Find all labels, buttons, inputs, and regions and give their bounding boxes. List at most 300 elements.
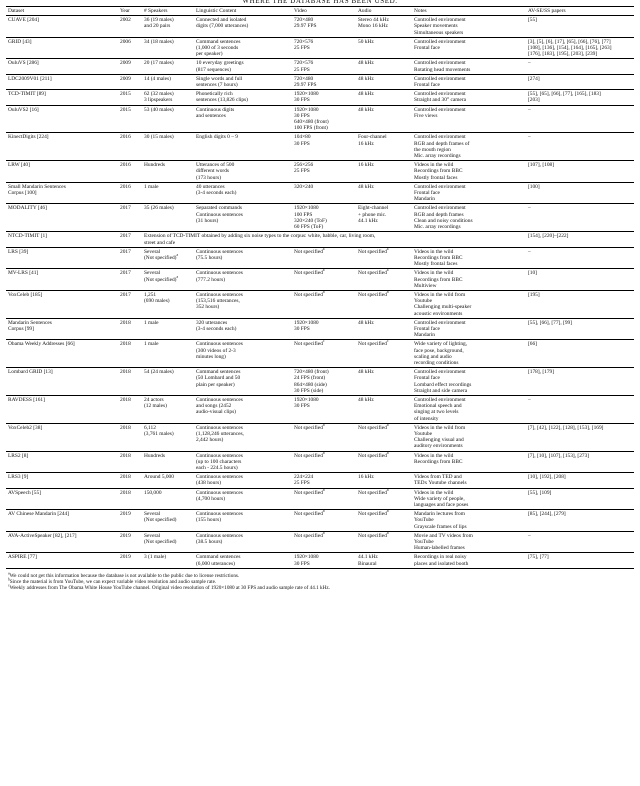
table-row	[6, 473, 634, 488]
cell-line: languages and face poses	[414, 502, 469, 509]
notes-cell	[412, 451, 526, 473]
papers-cell	[526, 16, 634, 38]
cell-line: Single words and full	[196, 75, 243, 82]
cell-line: Lombard effect recordings	[414, 381, 472, 388]
cell-line: 60 FPS (ToF)	[294, 224, 324, 231]
audio-cell	[356, 423, 412, 451]
cell-line: 2017	[120, 270, 131, 277]
year-cell	[118, 74, 142, 89]
cell-line: Controlled environment	[414, 183, 466, 190]
cell-line: [154], [220]–[222]	[528, 233, 569, 240]
audio-cell	[356, 133, 412, 161]
dataset-cell	[6, 204, 118, 232]
cell-line: (153,516 utterances,	[196, 298, 240, 305]
cell-line: 1920×1080	[294, 319, 319, 326]
cell-line: 2015	[120, 91, 131, 98]
audio-cell	[356, 451, 412, 473]
cell-line: Straight and 30° camera	[414, 97, 467, 104]
cell-line: (3,761 males)	[144, 430, 174, 437]
notes-cell	[412, 105, 526, 133]
papers-cell	[526, 531, 634, 553]
footnote-mark: b	[386, 422, 389, 427]
cell-line: per speaker)	[196, 51, 223, 58]
cell-line: Controlled environment	[414, 396, 466, 403]
notes-cell	[412, 247, 526, 269]
cell-line: [203]	[528, 97, 540, 104]
cell-line: and sentences	[196, 112, 226, 119]
video-cell	[292, 318, 356, 340]
cell-line: LRS3 [9]	[8, 474, 29, 481]
video-cell	[292, 16, 356, 38]
notes-cell	[412, 204, 526, 232]
cell-line: Controlled environment	[414, 38, 466, 45]
cell-line: Small Mandarin Sentences	[8, 183, 66, 190]
cell-line: 16 kHz	[358, 140, 374, 147]
content-cell	[194, 74, 292, 89]
cell-line: Continuous sentences	[196, 270, 243, 277]
cell-line: 2016	[120, 134, 131, 141]
header-notes: Notes	[412, 7, 526, 16]
cell-line: RAVDESS [161]	[8, 396, 45, 403]
dataset-cell	[6, 553, 118, 568]
cell-line: Around 5,000	[144, 474, 174, 481]
audio-cell	[356, 488, 412, 510]
cell-line: of intensity	[414, 415, 439, 422]
cell-line: 640×480 (front)	[294, 119, 329, 126]
speakers-cell	[142, 105, 194, 133]
cell-line: Extension of TCD-TIMIT obtained by adding six noise types to the corpus: white, babble, car, living room,	[144, 233, 376, 240]
cell-line: Not specified	[294, 424, 323, 431]
cell-line: (300 videos of 2-3	[196, 347, 236, 354]
cell-line: 2017	[120, 291, 131, 298]
cell-line: 1920×1080	[294, 554, 319, 561]
dataset-cell	[6, 368, 118, 396]
dataset-cell	[6, 510, 118, 532]
cell-line: Lombard GRID [13]	[8, 369, 53, 376]
dataset-cell	[6, 74, 118, 89]
year-cell	[118, 510, 142, 532]
cell-line: Not specified	[358, 248, 387, 255]
cell-line: Videos in the wild	[414, 162, 454, 169]
dataset-cell	[6, 182, 118, 204]
cell-line: 1 male	[144, 341, 159, 348]
cell-line: Not specified	[294, 489, 323, 496]
table-row	[6, 269, 634, 291]
cell-line: Challenging multi-speaker	[414, 304, 472, 311]
table-row	[6, 90, 634, 105]
video-cell	[292, 340, 356, 368]
cell-line: Not specified	[294, 291, 323, 298]
cell-line: OuluVS2 [16]	[8, 106, 39, 113]
cell-line: (6,000 utterances)	[196, 560, 235, 567]
audio-cell	[356, 531, 412, 553]
content-cell	[194, 531, 292, 553]
speakers-cell	[142, 133, 194, 161]
cell-line: Separated commands	[196, 205, 242, 212]
cell-line: (1,128,246 utterances,	[196, 430, 244, 437]
cell-line: places and isolated booth	[414, 560, 469, 567]
cell-line: 224×224	[294, 474, 314, 481]
table-row	[6, 488, 634, 510]
cell-line: 100 FPS	[294, 211, 313, 218]
video-cell	[292, 105, 356, 133]
video-cell	[292, 531, 356, 553]
footnote-mark: a	[176, 274, 179, 279]
cell-line: AVSpeech [55]	[8, 489, 41, 496]
cell-line: 54 (24 males)	[144, 369, 174, 376]
cell-line: Mono 16 kHz	[358, 23, 388, 30]
cell-line: Mostly frontal faces	[414, 261, 458, 268]
cell-line: 25 FPS	[294, 45, 310, 52]
content-cell	[194, 16, 292, 38]
papers-cell	[526, 368, 634, 396]
speakers-cell	[142, 59, 194, 74]
video-cell	[292, 368, 356, 396]
cell-line: 48 kHz	[358, 183, 374, 190]
notes-cell	[412, 290, 526, 318]
cell-line: [55], [65], [66], [77], [165], [183]	[528, 91, 601, 98]
footnote-mark: b	[322, 290, 325, 295]
audio-cell	[356, 74, 412, 89]
cell-line: YouTube	[414, 517, 434, 524]
cell-line: Challenging visual and	[414, 437, 464, 444]
cell-line: Rotating head movements	[414, 66, 471, 73]
cell-line: ASPIRE [77]	[8, 554, 37, 561]
cell-line: (1,000 of 3 seconds	[196, 45, 239, 52]
cell-line: 2018	[120, 452, 131, 459]
cell-line: Grayscale frames of lips	[414, 523, 467, 530]
audio-cell	[356, 161, 412, 183]
dataset-cell	[6, 90, 118, 105]
cell-line: 1920×1080	[294, 91, 319, 98]
speakers-cell	[142, 488, 194, 510]
cell-line: Controlled environment	[414, 106, 466, 113]
cell-line: 2017	[120, 248, 131, 255]
speakers-cell	[142, 161, 194, 183]
cell-line: Corpus [99]	[8, 325, 34, 332]
cell-line: 3 lipspeakers	[144, 97, 173, 104]
cell-line: Youtube	[414, 298, 433, 305]
audio-cell	[356, 105, 412, 133]
cell-line: Mandarin	[414, 332, 435, 339]
cell-line: 2,442 hours)	[196, 437, 224, 444]
papers-cell	[526, 488, 634, 510]
cell-line: (3-4 seconds each)	[196, 190, 237, 197]
cell-line: digits (7,000 utterances)	[196, 23, 249, 30]
papers-cell	[526, 318, 634, 340]
cell-line: 48 kHz	[358, 319, 374, 326]
cell-line: 2017	[120, 233, 131, 240]
cell-line: Videos in the wild	[414, 270, 454, 277]
cell-line: Clean and noisy conditions	[414, 217, 473, 224]
cell-line: (4,700 hours)	[196, 495, 226, 502]
notes-cell	[412, 510, 526, 532]
cell-line: Continuous sentences	[196, 341, 243, 348]
cell-line: (438 hours)	[196, 480, 222, 487]
cell-line: LRS [39]	[8, 248, 29, 255]
cell-line: Binaural	[358, 560, 377, 567]
cell-line: (31 hours)	[196, 217, 219, 224]
notes-cell	[412, 553, 526, 568]
cell-line: 30 FPS	[294, 560, 310, 567]
cell-line: 320×240 (ToF)	[294, 217, 327, 224]
table-row	[6, 247, 634, 269]
content-cell	[194, 133, 292, 161]
cell-line: TEDx Youtube channels	[414, 480, 467, 487]
cell-line: each - 224.5 hours)	[196, 465, 238, 471]
video-cell	[292, 488, 356, 510]
table-row	[6, 204, 634, 232]
cell-line: CUAVE [204]	[8, 17, 39, 24]
cell-line: (12 males)	[144, 403, 167, 410]
cell-line: 320×240	[294, 183, 314, 190]
header-linguistic-content: Linguistic Content	[194, 7, 292, 16]
cell-line: Hundreds	[144, 162, 165, 169]
content-cell	[194, 290, 292, 318]
papers-cell	[526, 395, 634, 423]
footnote-mark: c	[8, 583, 10, 588]
cell-line: [7], [42], [122], [128], [153], [169]	[528, 424, 604, 431]
notes-cell	[412, 161, 526, 183]
cell-line: [55], [66], [77], [99]	[528, 319, 573, 326]
cell-line: [178], [179]	[528, 369, 555, 376]
notes-cell	[412, 133, 526, 161]
speakers-cell	[142, 37, 194, 59]
year-cell	[118, 105, 142, 133]
cell-line: 29.97 FPS	[294, 23, 317, 30]
content-cell	[194, 247, 292, 269]
audio-cell	[356, 269, 412, 291]
video-cell	[292, 269, 356, 291]
cell-line: 720×480	[294, 75, 314, 82]
speakers-cell	[142, 451, 194, 473]
cell-line: [10], [192], [208]	[528, 474, 566, 481]
cell-line: [55]	[528, 17, 537, 24]
cell-line: Simultaneous speakers	[414, 29, 464, 36]
year-cell	[118, 290, 142, 318]
cell-line: English digits 0 – 9	[196, 134, 238, 141]
cell-line: street and cafe	[144, 239, 176, 246]
footnote-mark: a	[8, 571, 10, 576]
cell-line: 1,251	[144, 291, 157, 298]
cell-line: sentences (7 hours)	[196, 82, 238, 89]
year-cell	[118, 133, 142, 161]
cell-line: Controlled environment	[414, 60, 466, 67]
cell-line: 1 male	[144, 183, 159, 190]
content-cell	[194, 105, 292, 133]
cell-line: 2006	[120, 38, 131, 45]
cell-line: Continuous sentences	[196, 211, 243, 218]
cell-line: Youtube	[414, 430, 433, 437]
audio-cell	[356, 368, 412, 396]
cell-line: different words	[196, 168, 229, 175]
cell-line: Frontal face	[414, 45, 440, 52]
dataset-cell	[6, 318, 118, 340]
papers-cell	[526, 232, 634, 247]
papers-cell	[526, 451, 634, 473]
speakers-cell	[142, 423, 194, 451]
notes-cell	[412, 473, 526, 488]
cell-line: Not specified	[294, 532, 323, 539]
papers-cell	[526, 423, 634, 451]
cell-line: 36 (19 males)	[144, 17, 174, 24]
year-cell	[118, 531, 142, 553]
cell-line: AV Chinese Mandarin [244]	[8, 511, 70, 518]
dataset-cell	[6, 531, 118, 553]
footnote-mark: b	[322, 450, 325, 455]
cell-line: the mouth region	[414, 146, 451, 153]
cell-line: 2015	[120, 106, 131, 113]
dataset-cell	[6, 340, 118, 368]
cell-line: Command sentences	[196, 369, 241, 376]
notes-cell	[412, 340, 526, 368]
video-cell	[292, 423, 356, 451]
cell-line: VoxCeleb2 [38]	[8, 424, 43, 431]
cell-line: Continuous sentences	[196, 489, 243, 496]
content-cell	[194, 451, 292, 473]
dataset-cell	[6, 269, 118, 291]
cell-line: KinectDigits [224]	[8, 134, 49, 141]
year-cell	[118, 340, 142, 368]
cell-line: 720×576	[294, 60, 314, 67]
cell-line: 1920×1080	[294, 106, 319, 113]
cell-line: MODALITY [46]	[8, 205, 47, 212]
cell-line: [75], [77]	[528, 554, 549, 561]
footnote-text: Since the material is from YouTube, we can expect variable video resolution and audio sample rate.	[9, 579, 217, 586]
cell-line: Multiview	[414, 282, 437, 289]
footnote-mark: b	[8, 577, 10, 582]
notes-cell	[412, 395, 526, 423]
cell-line: Obama Weekly Addresses [66]	[8, 341, 75, 348]
papers-cell	[526, 510, 634, 532]
papers-cell	[526, 473, 634, 488]
table-row	[6, 16, 634, 38]
cell-line: 2002	[120, 17, 131, 24]
cell-line: 50 kHz	[358, 38, 374, 45]
year-cell	[118, 232, 142, 247]
cell-line: Controlled environment	[414, 319, 466, 326]
cell-line: Not specified	[358, 489, 387, 496]
notes-cell	[412, 488, 526, 510]
year-cell	[118, 59, 142, 74]
notes-cell	[412, 182, 526, 204]
dataset-cell	[6, 37, 118, 59]
speakers-cell	[142, 74, 194, 89]
table-row	[6, 133, 634, 161]
footnote-mark: a	[386, 268, 389, 273]
table-row	[6, 318, 634, 340]
cell-line: 2018	[120, 474, 131, 481]
content-cell	[194, 204, 292, 232]
content-cell	[194, 318, 292, 340]
cell-line: (Not specified)	[144, 539, 177, 546]
cell-line: Human-labelled frames	[414, 545, 465, 552]
cell-line: 16 kHz	[358, 474, 374, 481]
cell-line: + phone mic.	[358, 211, 387, 218]
table-row	[6, 182, 634, 204]
footnote-mark: c	[386, 339, 389, 344]
cell-line: Videos in the wild	[414, 452, 454, 459]
cell-line: 10 everyday greetings	[196, 60, 244, 67]
cell-line: singing at two levels	[414, 409, 459, 416]
dataset-cell	[6, 488, 118, 510]
year-cell	[118, 269, 142, 291]
cell-line: Recordings from BBC	[414, 254, 463, 261]
papers-cell	[526, 74, 634, 89]
cell-line: 30 FPS	[294, 97, 310, 104]
table-row	[6, 531, 634, 553]
dataset-cell	[6, 59, 118, 74]
cell-line: 6,112	[144, 424, 156, 431]
audio-cell	[356, 16, 412, 38]
year-cell	[118, 16, 142, 38]
dataset-cell	[6, 451, 118, 473]
content-cell	[194, 473, 292, 488]
header-video: Video	[292, 7, 356, 16]
cell-line: Videos from TED and	[414, 474, 462, 481]
cell-line: –	[528, 134, 531, 141]
cell-line: Videos in the wild	[414, 489, 454, 496]
papers-cell	[526, 204, 634, 232]
cell-line: Wide variety of lighting,	[414, 341, 468, 348]
year-cell	[118, 204, 142, 232]
year-cell	[118, 488, 142, 510]
cell-line: Mandarin	[414, 196, 435, 203]
cell-line: acoustic environments	[414, 310, 463, 317]
video-cell	[292, 74, 356, 89]
papers-cell	[526, 90, 634, 105]
video-cell	[292, 161, 356, 183]
table-row	[6, 37, 634, 59]
speakers-cell	[142, 204, 194, 232]
papers-cell	[526, 340, 634, 368]
cell-line: Several	[144, 511, 161, 518]
cell-line: 30 FPS (side)	[294, 387, 324, 394]
footnote-mark: a	[322, 268, 325, 273]
cell-line: 48 kHz	[358, 60, 374, 67]
audio-cell	[356, 290, 412, 318]
cell-line: Frontal face	[414, 190, 440, 197]
video-cell	[292, 290, 356, 318]
cell-line: Continuous sentences	[196, 532, 243, 539]
cell-line: NTCD-TIMIT [1]	[8, 233, 47, 240]
cell-line: Not specified	[358, 452, 387, 459]
cell-line: 2009	[120, 60, 131, 67]
cell-line: 720×480 (front)	[294, 369, 329, 376]
speakers-cell	[142, 510, 194, 532]
cell-line: 30 FPS	[294, 140, 310, 147]
year-cell	[118, 451, 142, 473]
notes-cell	[412, 269, 526, 291]
cell-line: 53 (40 males)	[144, 106, 174, 113]
cell-line: Videos in the wild from	[414, 291, 466, 298]
cell-line: (50 Lombard and 50	[196, 375, 241, 382]
cell-line: Wide variety of people,	[414, 495, 465, 502]
dataset-cell	[6, 247, 118, 269]
content-cell	[194, 269, 292, 291]
speakers-cell	[142, 340, 194, 368]
cell-line: –	[528, 248, 531, 255]
cell-line: 2018	[120, 341, 131, 348]
speakers-cell	[142, 395, 194, 423]
cell-line: Not specified	[358, 424, 387, 431]
cell-line: Continuous sentences	[196, 511, 243, 518]
cell-line: Recordings from BBC	[414, 276, 463, 283]
year-cell	[118, 161, 142, 183]
cell-line: Continuous sentences	[196, 424, 243, 431]
footnote-mark: b	[322, 531, 325, 536]
video-cell	[292, 182, 356, 204]
